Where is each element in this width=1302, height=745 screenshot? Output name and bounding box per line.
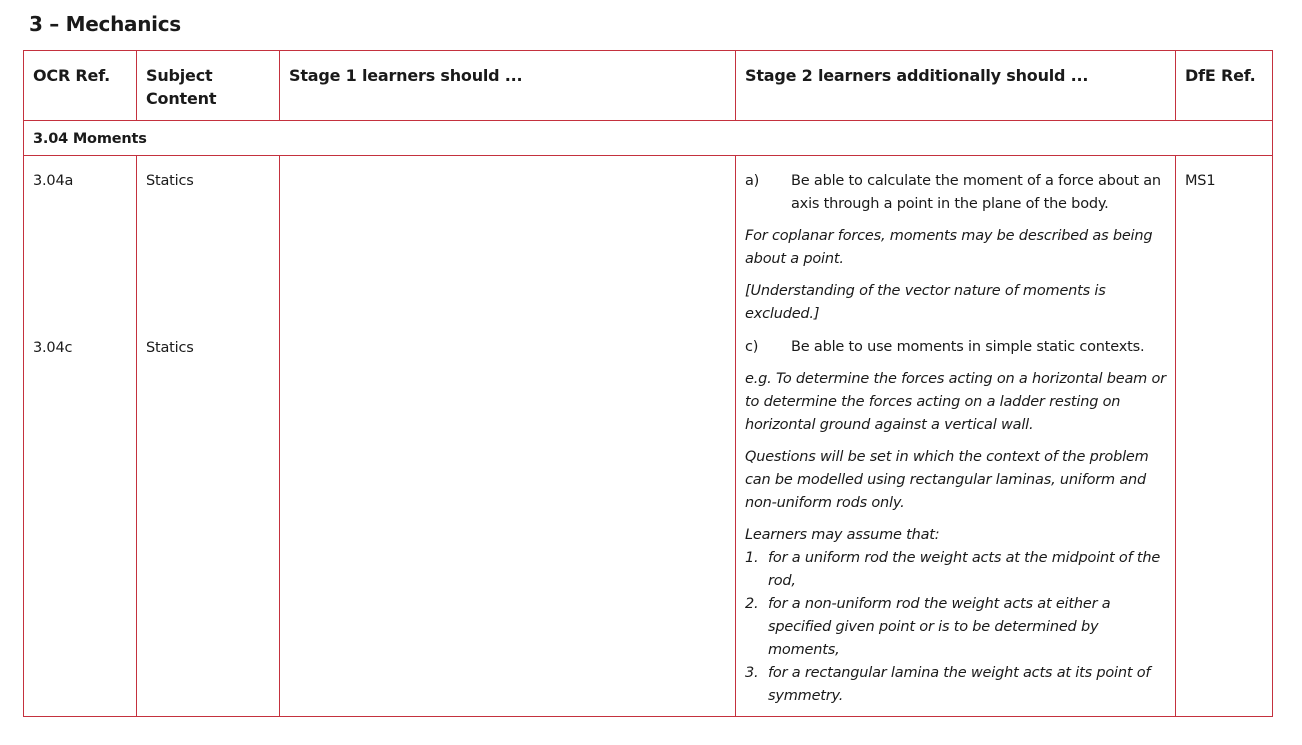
assumption-intro: Learners may assume that: [745, 527, 940, 543]
header-subject-content: Subject Content [137, 51, 280, 121]
objective-a [745, 170, 1166, 216]
header-row [24, 51, 1273, 121]
assumption-list [745, 547, 1166, 708]
guidance-note: e.g. To determine the forces acting on a horizontal beam or to determine the forces acting on a ladder resting on horizontal ground against a vertical wall. [745, 371, 1166, 433]
table-row [24, 156, 1273, 717]
subject-content-cell [137, 156, 280, 717]
header-stage2: Stage 2 learners additionally should ... [736, 51, 1176, 121]
guidance-note: [Understanding of the vector nature of moments is excluded.] [745, 283, 1106, 322]
objective-text: Be able to calculate the moment of a force about an axis through a point in the plane of the body. [791, 173, 1161, 212]
ocr-ref-value: 3.04a [33, 173, 74, 189]
guidance-note: For coplanar forces, moments may be described as being about a point. [745, 228, 1153, 267]
page-title: 3 – Mechanics [29, 12, 181, 36]
stage2-cell [736, 156, 1176, 717]
stage1-cell [280, 156, 736, 717]
objective-text: Be able to use moments in simple static contexts. [791, 339, 1145, 355]
dfe-ref-value: MS1 [1185, 173, 1216, 189]
dfe-ref-cell [1176, 156, 1273, 717]
specification-table [23, 50, 1273, 717]
list-item: 1. for a uniform rod the weight acts at the midpoint of the rod, [745, 550, 1161, 589]
list-item: 2. for a non-uniform rod the weight acts at either a specified given point or is to be determined by moments, [745, 596, 1111, 658]
header-ocr-ref: OCR Ref. [24, 51, 137, 121]
header-dfe-ref: DfE Ref. [1176, 51, 1273, 121]
subject-content-value: Statics [146, 173, 194, 189]
ocr-ref-value: 3.04c [33, 340, 73, 356]
objective-c [745, 336, 1166, 359]
section-row [24, 121, 1273, 156]
ocr-ref-cell [24, 156, 137, 717]
objective-letter: c) [745, 339, 759, 355]
objective-letter: a) [745, 173, 760, 189]
header-stage1: Stage 1 learners should ... [280, 51, 736, 121]
list-item: 3. for a rectangular lamina the weight acts at its point of symmetry. [745, 665, 1151, 704]
section-label: 3.04 Moments [24, 121, 1273, 156]
guidance-note: Questions will be set in which the context of the problem can be modelled using rectangular laminas, uniform and non-uniform rods only. [745, 449, 1149, 511]
subject-content-value: Statics [146, 340, 194, 356]
